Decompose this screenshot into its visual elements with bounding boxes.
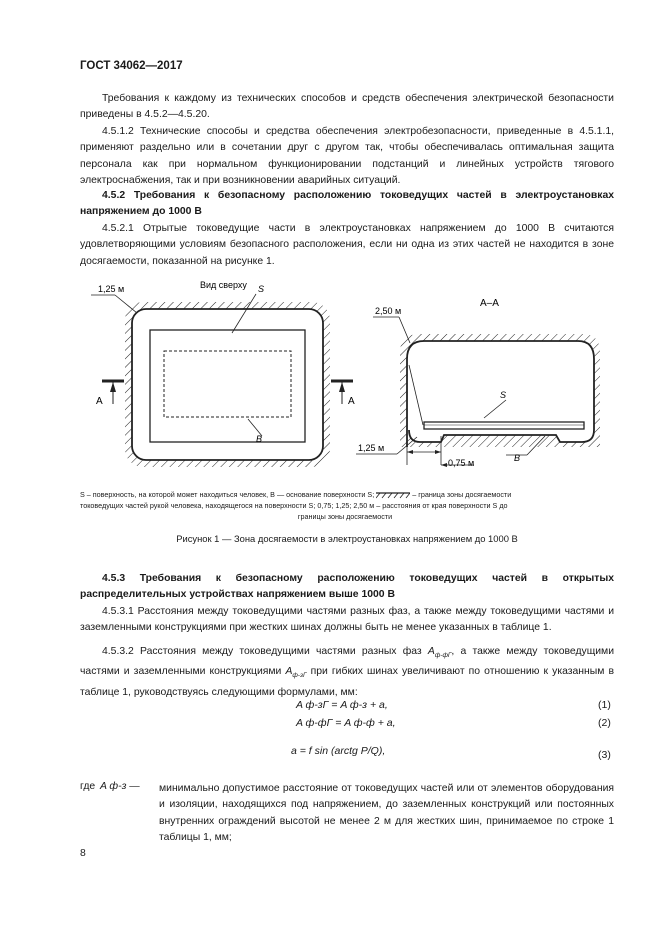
where-definition: минимально допустимое расстояние от токоведущих частей или от элементов оборудования и изоляции, находящихся под напряжением, до заземленных конструкций или постоянных внутренних ограждений высотой не менее 2 м для жестких шин, принимаемое по строке 1 таблицы 1, мм; [159,783,614,843]
page-number: 8 [80,848,86,859]
hatch-sample-icon [376,491,410,499]
label-s-section: S [500,390,507,400]
page-header-title: ГОСТ 34062—2017 [80,60,183,72]
figure-caption: Рисунок 1 — Зона досягаемости в электроустановках напряжением до 1000 В [176,533,518,544]
heading-4-5-2: 4.5.2 Требования к безопасному расположению токоведущих частей в электроустановках напряжением до 1000 В [80,190,614,218]
dim-0-75: 0,75 м [448,458,475,468]
label-a-right: A [348,396,355,407]
formula-3: a = f sin (arctg P/Q), [291,745,386,757]
heading-4-5-3: 4.5.3 Требования к безопасному расположению токоведущих частей в открытых распределительных устройствах напряжением выше 1000 В [80,573,614,601]
paragraph-4-5-3-1: 4.5.3.1 Расстояния между токоведущими частями разных фаз, а также между токоведущими частями и заземленными конструкциями при жестких шинах должны быть не менее указанных в таблице 1. [80,606,614,634]
formula-1-number: (1) [598,699,611,711]
dim-2-50: 2,50 м [375,306,402,316]
paragraph-requirements-ref: Требования к каждому из технических способов и средств обеспечения электрической безопасности приведены в 4.5.2—4.5.20. [80,93,614,121]
section-view-diagram [356,317,600,467]
formula-2: A ф-фГ = A ф-ф + a, [296,717,396,729]
figure-reach-zone [0,270,661,480]
paragraph-4-5-1-2: 4.5.1.2 Технические способы и средства обеспечения электробезопасности, приведенные в 4.5.1.1, применяют раздельно или в сочетании друг с другом так, чтобы обеспечивалась оптимальная защита персонала как при нормальном функционировании подстанций и линейных устройств тягового электроснабжения, так и при возникновении аварийных ситуаций. [80,126,614,186]
where-lead: где [80,781,96,792]
dim-1-25-bottom: 1,25 м [358,443,385,453]
figure-legend: S – поверхность, на которой может находиться человек, B — основание поверхности S; – граница зоны досягаемости токоведущих частей рукой человека, находящегося на поверхности S; 0,75; 1,25; 2,50 м – расстояния от края поверхности S до границы зоны досягаемости [80,490,512,521]
surface-s-section [424,422,584,429]
label-b-top: B [256,434,263,444]
top-view-label: Вид сверху [200,280,247,290]
paragraph-4-5-2-1: 4.5.2.1 Отрытые токоведущие части в электроустановках напряжением до 1000 В считаются удовлетворяющими условиям безопасного расположения, если ни одна из этих частей не находится в зоне досягаемости, показанной на рисунке 1. [80,223,614,267]
label-a-left: A [96,396,103,407]
formula-1: A ф-зГ = A ф-з + a, [296,699,388,711]
base-b-outline [150,330,305,442]
label-s-top: S [258,284,265,294]
paragraph-4-5-3-2: 4.5.3.2 Расстояния между токоведущими частями разных фаз $A_{ф-фГ}$, а также между токоведущими частями и заземленными конструкциями $A_{ф-зГ}$ при гибких шинах увеличивают по отношению к указанным в таблице 1, руководствуясь следующими формулами, мм: [80,646,615,698]
label-b-section: B [514,453,521,463]
formula-2-number: (2) [598,717,611,729]
section-a-a-label: A–A [480,298,499,309]
top-view-diagram [91,294,353,467]
formula-3-number: (3) [598,749,611,761]
dim-1-25-top: 1,25 м [98,284,125,294]
where-symbol: A ф-з — [100,781,140,792]
